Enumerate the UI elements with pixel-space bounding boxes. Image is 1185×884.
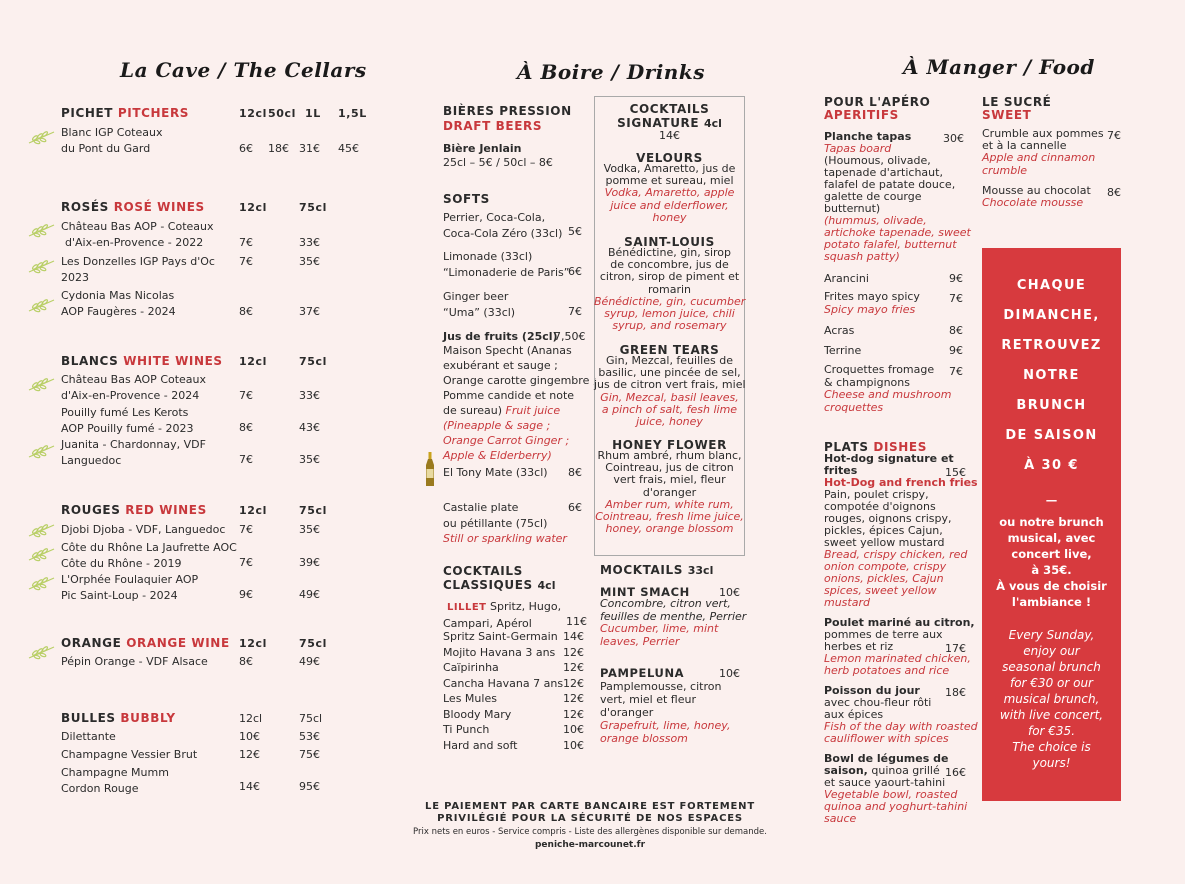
juice-title: Jus de fruits (25cl) — [443, 330, 558, 343]
vegan-leaf-icon — [28, 443, 56, 459]
orange-col-75cl: 75cl — [299, 637, 327, 650]
cocktail-desc: Gin, Mezcal, feuilles de basilic, une pincée de sel, jus de citron vert frais, miel Gin, Mezcal, basil leaves, a pinch of salt, fesh lime juice, honey — [594, 354, 746, 429]
price: 12€ — [563, 708, 584, 721]
vegan-leaf-icon — [28, 376, 56, 392]
pitchers-title: PICHET PITCHERS — [61, 106, 190, 120]
orange-title: ORANGE ORANGE WINE — [61, 636, 230, 650]
list-item: Frites mayo spicy Spicy mayo fries — [824, 290, 920, 316]
classic-cocktails-title: COCKTAILS CLASSIQUES 4cl — [443, 564, 556, 592]
dishes-title: PLATS DISHES — [824, 440, 927, 454]
cellar-heading: La Cave / The Cellars — [120, 58, 367, 82]
list-item: Limonade (33cl) “Limonaderie de Paris” — [443, 250, 570, 279]
brunch-english: Every Sunday, enjoy our seasonal brunch for €30 or our musical brunch, with live concert, for €35. The choice is yours! — [999, 628, 1104, 770]
price: 14€ — [563, 630, 584, 643]
list-item: Côte du Rhône La Jaufrette AOC Côte du Rhône - 2019 — [61, 541, 237, 570]
price: 7€ — [1107, 129, 1121, 142]
list-item: Hard and soft — [443, 739, 518, 752]
orange-col-12cl: 12cl — [239, 637, 267, 650]
list-item: Château Bas AOP - Coteaux d'Aix-en-Provence - 2022 — [61, 220, 214, 249]
mocktail-name: MINT SMACH — [600, 585, 690, 599]
list-item: Champagne Mumm Cordon Rouge — [61, 766, 169, 795]
price: 7€ — [949, 292, 963, 305]
mocktail-desc: Concombre, citron vert, feuilles de menthe, Perrier Cucumber, lime, mint leaves, Perrier — [600, 597, 747, 648]
price: 8€ — [949, 324, 963, 337]
price: 8€ — [239, 655, 253, 668]
list-item: Spritz Saint-Germain — [443, 630, 558, 643]
bubbly-col-12cl: 12cl — [239, 712, 263, 725]
price: 8€ — [239, 305, 253, 318]
vegan-leaf-icon — [28, 522, 56, 538]
price: 53€ — [299, 730, 320, 743]
price: 10€ — [239, 730, 260, 743]
fish-dish: Poisson du jour avec chou-fleur rôti aux épices Fish of the day with roasted cauliflower with spices — [824, 684, 978, 745]
pitchers-col-12cl: 12cl — [239, 107, 267, 120]
cocktail-desc: Bénédictine, gin, sirop de concombre, jus de citron, sirop de piment et romarin Bénédictine, gin, cucumber syrup, lemon juice, chili syrup, and rosemary — [594, 246, 746, 333]
brunch-headline: CHAQUE DIMANCHE, RETROUVEZ NOTRE BRUNCH DE SAISON À 30 € — [1001, 278, 1102, 473]
price: 8€ — [1107, 186, 1121, 199]
list-item: Juanita - Chardonnay, VDF Languedoc — [61, 438, 206, 467]
price: 11€ — [566, 615, 587, 628]
list-item: Castalie plate ou pétillante (75cl) Still or sparkling water — [443, 501, 567, 545]
price: 30€ — [943, 132, 964, 145]
price: 10€ — [719, 586, 740, 599]
pitcher-price-12cl: 6€ — [239, 142, 253, 155]
price: 6€ — [568, 265, 582, 278]
list-item: Cancha Havana 7 ans — [443, 677, 564, 690]
price: 35€ — [299, 453, 320, 466]
pitchers-col-50cl: 50cl — [268, 107, 296, 120]
list-item: Mojito Havana 3 ans — [443, 646, 556, 659]
bowl-dish: Bowl de légumes de saison, quinoa grillé et sauce yaourt-tahini Vegetable bowl, roasted quinoa and yoghurt-tahini sauce — [824, 752, 968, 825]
list-item: Croquettes fromage & champignons Cheese and mushroom croquettes — [824, 363, 952, 414]
mocktails-title: MOCKTAILS 33cl — [600, 563, 714, 577]
red-col-12cl: 12cl — [239, 504, 267, 517]
price: 8€ — [239, 421, 253, 434]
price: 7€ — [239, 255, 253, 268]
price: 12€ — [563, 646, 584, 659]
list-item: Cydonia Mas Nicolas AOP Faugères - 2024 — [61, 289, 176, 318]
list-item: Crumble aux pommes et à la cannelle Apple and cinnamon crumble — [982, 127, 1104, 177]
price: 16€ — [945, 766, 966, 779]
price: 9€ — [949, 272, 963, 285]
beer-sizes: 25cl – 5€ / 50cl – 8€ — [443, 156, 553, 169]
vegan-leaf-icon — [28, 258, 56, 274]
pitcher-price-1l: 31€ — [299, 142, 320, 155]
white-col-12cl: 12cl — [239, 355, 267, 368]
cocktail-name: SAINT-LOUIS — [624, 235, 715, 249]
vegan-leaf-icon — [28, 129, 56, 145]
chicken-dish: Poulet mariné au citron, pommes de terre aux herbes et riz Lemon marinated chicken, herb potatoes and rice — [824, 616, 975, 677]
juice-desc: Maison Specht (Ananas exubérant et sauge ; Orange carotte gingembre ; Pomme candide et note de sureau) Fruit juice (Pineapple & sage ; Orange Carrot Ginger ; Apple & Elderberry) — [443, 344, 597, 462]
price: 7€ — [568, 305, 582, 318]
price: 7€ — [239, 389, 253, 402]
list-item: Ti Punch — [443, 723, 490, 736]
vegan-leaf-icon — [28, 546, 56, 562]
list-item: Dilettante — [61, 730, 116, 743]
signature-title: COCKTAILS SIGNATURE 4cl — [617, 102, 722, 130]
list-item: Acras — [824, 324, 855, 337]
price: 33€ — [299, 236, 320, 249]
cocktail-name: GREEN TEARS — [619, 343, 720, 357]
pitcher-price-50cl: 18€ — [268, 142, 289, 155]
price: 7,50€ — [554, 330, 586, 343]
price: 35€ — [299, 255, 320, 268]
website-link[interactable]: peniche-marcounet.fr — [534, 840, 646, 850]
price: 7€ — [239, 453, 253, 466]
cocktail-name: HONEY FLOWER — [612, 438, 727, 452]
list-item: Les Mules — [443, 692, 497, 705]
rose-col-12cl: 12cl — [239, 201, 267, 214]
cocktail-desc: Rhum ambré, rhum blanc, Cointreau, jus de citron vert frais, miel, fleur d'oranger Amber rum, white rum, Cointreau, fresh lime juice, honey, orange blossom — [595, 449, 744, 536]
price: 15€ — [945, 466, 966, 479]
price: 9€ — [239, 588, 253, 601]
price: 12€ — [239, 748, 260, 761]
white-col-75cl: 75cl — [299, 355, 327, 368]
price: 5€ — [568, 225, 582, 238]
sweet-title: LE SUCRÉ SWEET — [982, 95, 1052, 122]
list-item: Les Donzelles IGP Pays d'Oc 2023 — [61, 255, 215, 284]
hotdog-dish: Hot-dog signature et frites Hot-Dog and french fries Pain, poulet crispy, compotée d'oignons rouges, oignons crispy, pickles, épices Cajun, sweet yellow mustard Bread, crispy chicken, red onion compote, crispy onions, pickles, Cajun spices, sweet yellow mustard — [824, 452, 978, 609]
brunch-musical: ou notre brunch musical, avec concert live, à 35€. À vous de choisir l'ambiance ! — [996, 515, 1107, 609]
payment-notice: LE PAIEMENT PAR CARTE BANCAIRE EST FORTEMENT PRIVILÉGIÉ POUR LA SÉCURITÉ DE NOS ESPACES — [425, 801, 755, 824]
pitchers-col-15l: 1,5L — [338, 107, 367, 120]
price: 12€ — [563, 677, 584, 690]
list-item: Pépin Orange - VDF Alsace — [61, 655, 208, 668]
rose-title: ROSÉS ROSÉ WINES — [61, 200, 205, 214]
price: 10€ — [719, 667, 740, 680]
price: 9€ — [949, 344, 963, 357]
price: 10€ — [563, 723, 584, 736]
list-item: Mousse au chocolat Chocolate mousse — [982, 184, 1091, 210]
list-item: Champagne Vessier Brut — [61, 748, 198, 761]
tapas-board: Planche tapas Tapas board (Houmous, olivade, tapenade d'artichaut, falafel de patate douce, galette de courge butternut) (hummus, olivade, artichoke tapenade, sweet potato falafel, butternut squash patty) — [824, 130, 971, 263]
price: 6€ — [568, 501, 582, 514]
price: 37€ — [299, 305, 320, 318]
price: 95€ — [299, 780, 320, 793]
lillet-logo: LILLET — [447, 602, 487, 613]
beer-name: Bière Jenlain — [443, 142, 522, 155]
list-item: Terrine — [824, 344, 862, 357]
mocktail-desc: Pamplemousse, citron vert, miel et fleur d'oranger Grapefruit, lime, honey, orange blossom — [600, 680, 731, 745]
price: 35€ — [299, 523, 320, 536]
list-item: Bloody Mary — [443, 708, 512, 721]
vegan-leaf-icon — [28, 297, 56, 313]
list-item: LILLET Spritz, Hugo, Campari, Apérol — [443, 600, 562, 630]
draft-beers-title: BIÈRES PRESSION DRAFT BEERS — [443, 104, 572, 133]
list-item: Château Bas AOP Coteaux d'Aix-en-Provence - 2024 — [61, 373, 207, 402]
price: 12€ — [563, 661, 584, 674]
price: 7€ — [949, 365, 963, 378]
bubbly-col-75cl: 75cl — [299, 712, 323, 725]
brunch-dash: — — [1045, 493, 1058, 507]
softs-title: SOFTS — [443, 192, 490, 206]
list-item: Pouilly fumé Les Kerots AOP Pouilly fumé - 2023 — [61, 406, 194, 435]
price: 7€ — [239, 523, 253, 536]
brunch-promo-box — [982, 248, 1121, 801]
price: 49€ — [299, 588, 320, 601]
price: 10€ — [563, 739, 584, 752]
price: 33€ — [299, 389, 320, 402]
red-col-75cl: 75cl — [299, 504, 327, 517]
price: 18€ — [945, 686, 966, 699]
mate-bottle-icon — [424, 452, 436, 488]
vegan-leaf-icon — [28, 644, 56, 660]
signature-price: 14€ — [659, 129, 680, 142]
list-item: L'Orphée Foulaquier AOP Pic Saint-Loup - 2024 — [61, 573, 199, 602]
pitcher-wine-name: Blanc IGP Coteaux du Pont du Gard — [61, 126, 163, 155]
aperitifs-title: POUR L'APÉRO APERITIFS — [824, 95, 931, 122]
cocktail-desc: Vodka, Amaretto, jus de pomme et sureau, miel Vodka, Amaretto, apple juice and elderflower, honey — [603, 162, 736, 224]
price: 7€ — [239, 556, 253, 569]
price: 49€ — [299, 655, 320, 668]
list-item: El Tony Mate (33cl) — [443, 466, 548, 479]
red-title: ROUGES RED WINES — [61, 503, 207, 517]
pitchers-col-1l: 1L — [305, 107, 321, 120]
rose-col-75cl: 75cl — [299, 201, 327, 214]
mocktail-name: PAMPELUNA — [600, 666, 685, 680]
list-item: Ginger beer “Uma” (33cl) — [443, 290, 516, 319]
list-item: Arancini — [824, 272, 869, 285]
list-item: Perrier, Coca-Cola, Coca-Cola Zéro (33cl) — [443, 211, 563, 240]
price: 75€ — [299, 748, 320, 761]
vegan-leaf-icon — [28, 222, 56, 238]
legal-notice: Prix nets en euros - Service compris - Liste des allergènes disponible sur demande. — [413, 827, 767, 837]
bubbly-title: BULLES BUBBLY — [61, 711, 176, 725]
price: 43€ — [299, 421, 320, 434]
list-item: Caïpirinha — [443, 661, 499, 674]
food-heading: À Manger / Food — [903, 55, 1095, 79]
price: 17€ — [945, 642, 966, 655]
vegan-leaf-icon — [28, 575, 56, 591]
price: 14€ — [239, 780, 260, 793]
pitcher-price-15l: 45€ — [338, 142, 359, 155]
list-item: Djobi Djoba - VDF, Languedoc — [61, 523, 226, 536]
price: 7€ — [239, 236, 253, 249]
price: 12€ — [563, 692, 584, 705]
white-title: BLANCS WHITE WINES — [61, 354, 223, 368]
price: 8€ — [568, 466, 582, 479]
price: 39€ — [299, 556, 320, 569]
cocktail-name: VELOURS — [636, 151, 703, 165]
drinks-heading: À Boire / Drinks — [517, 60, 705, 84]
